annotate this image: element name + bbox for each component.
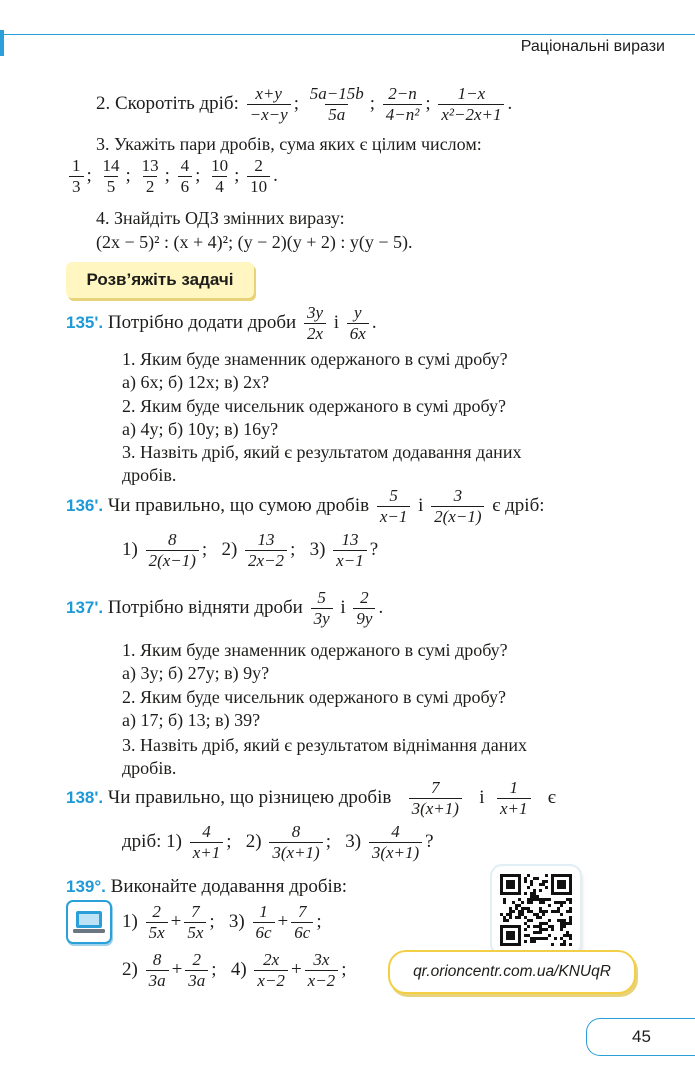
fraction — [291, 902, 313, 943]
numerator: 2x — [263, 950, 280, 969]
question-3-cont: дробів. — [122, 758, 177, 778]
option-label: 3) — [345, 830, 362, 852]
fraction — [146, 530, 199, 571]
exercise-4-expression: (2x − 5)² : (x + 4)²; (y − 2)(y + 2) : y(y − 5). — [96, 232, 413, 252]
question-2: 2. Яким буде чисельник одержаного в сумі дробу? — [122, 687, 506, 707]
denominator: x²−2x+1 — [438, 104, 504, 125]
running-header: Раціональні вирази — [520, 38, 665, 55]
denominator: 5x — [184, 922, 206, 943]
problem-intro: Виконайте додавання дробів: — [110, 876, 348, 897]
numerator: 1−x — [457, 84, 486, 103]
numerator: 4 — [180, 156, 190, 175]
qr-code-graphic — [492, 866, 580, 954]
numerator: 1 — [259, 902, 268, 921]
denominator: 6c — [291, 922, 313, 943]
problem-number: 135'. — [66, 312, 104, 332]
option-label: 3) — [228, 910, 245, 932]
numerator: 2 — [254, 156, 263, 175]
problem-138 — [66, 778, 556, 819]
numerator: 7 — [431, 778, 440, 797]
section-banner: Розв’яжіть задачі — [66, 262, 254, 298]
problem-intro: Потрібно додати дроби — [107, 311, 297, 333]
denominator: 2(x−1) — [146, 550, 199, 571]
laptop-icon[interactable] — [66, 900, 112, 944]
question-2: 2. Яким буде чисельник одержаного в сумі дробу? — [122, 396, 506, 416]
denominator: x−1 — [377, 506, 411, 527]
answer-options-1: а) 6x; б) 12x; в) 2x? — [122, 372, 270, 392]
fraction — [184, 902, 206, 943]
fraction — [353, 588, 375, 629]
denominator: 4 — [212, 176, 227, 197]
denominator: x+1 — [190, 842, 224, 863]
problem-137: 137'. Потрібно відняти дроби $\frac{5}{3y}$ і $\frac{2}{9y}$ . — [66, 588, 384, 628]
qr-link[interactable]: qr.orioncentr.com.ua/KNUqR — [388, 950, 636, 994]
page-number: 45 — [586, 1018, 695, 1056]
denominator: 6x — [347, 323, 369, 344]
denominator: 9y — [353, 608, 375, 629]
numerator: 13 — [341, 530, 359, 549]
denominator: 3 — [69, 176, 84, 197]
problem-tail: є — [547, 786, 556, 808]
question-1: 1. Яким буде знаменник одержаного в сумі дробу? — [122, 349, 508, 369]
fraction — [497, 778, 531, 819]
numerator: 7 — [298, 902, 307, 921]
denominator: 2 — [143, 176, 158, 197]
fraction — [305, 950, 339, 991]
denominator: x−2 — [305, 970, 339, 991]
answer-options-2: а) 4y; б) 10y; в) 16y? — [122, 419, 279, 439]
exercise-2: 2. Скоротіть дріб: $\frac{x+y}{-x-y}$ ; $\frac{5a-15b}{5a}$ ; $\frac{2-n}{\text{4−n²}}$ ; $\frac{1-x}{\text{x²−2x+1}}$ . — [96, 84, 513, 124]
fraction — [307, 84, 367, 125]
question-3: 3. Назвіть дріб, який є результатом додавання даних — [122, 442, 522, 462]
fraction — [69, 156, 84, 197]
fraction — [347, 303, 369, 344]
numerator: 2 — [152, 902, 161, 921]
numerator: 10 — [211, 156, 229, 175]
fraction — [333, 530, 367, 571]
fraction — [208, 156, 231, 197]
option-label: 2) — [245, 830, 262, 852]
numerator: 14 — [102, 156, 120, 175]
problem-number: 136'. — [66, 495, 104, 515]
denominator: 2x — [304, 323, 326, 344]
header-rule — [0, 34, 695, 35]
numerator: y — [354, 303, 362, 322]
denominator: x−1 — [333, 550, 367, 571]
denominator: x+1 — [497, 798, 531, 819]
denominator: 6c — [253, 922, 275, 943]
conjunction: і — [333, 311, 340, 333]
denominator: 4−n² — [383, 104, 423, 125]
fraction — [247, 84, 291, 125]
fraction — [100, 156, 123, 197]
problem-135: 135'. Потрібно додати дроби $\frac{3y}{2x}$ і $\frac{y}{6x}$ . — [66, 303, 377, 343]
fraction — [190, 822, 224, 863]
fraction — [438, 84, 504, 125]
exercise-4-text: 4. Знайдіть ОДЗ змінних виразу: — [96, 208, 345, 228]
denominator: 2(x−1) — [431, 506, 484, 527]
numerator: 2 — [192, 950, 202, 969]
fraction — [178, 156, 193, 197]
fraction — [245, 530, 287, 571]
fraction — [146, 950, 169, 991]
conjunction: і — [340, 596, 346, 618]
denominator: 3(x+1) — [369, 842, 422, 863]
fraction — [377, 486, 411, 527]
answer-options-2: а) 17; б) 13; в) 39? — [122, 710, 261, 730]
numerator: 2−n — [388, 84, 417, 103]
numerator: 4 — [202, 822, 211, 841]
denominator: 2x−2 — [245, 550, 287, 571]
problem-139-row-2: 2) $\frac{8}{3a}$ + $\frac{2}{3a}$ ; 4) $\frac{2x}{x-2}$ + $\frac{3x}{x-2}$ ; — [122, 950, 347, 990]
fraction — [431, 486, 484, 527]
problem-intro: Потрібно відняти дроби — [107, 596, 303, 618]
denominator: 3a — [185, 970, 208, 991]
denominator: 5 — [104, 176, 119, 197]
numerator: 1 — [72, 156, 81, 175]
exercise-3-fractions: $\frac{1}{3}$ ; $\frac{14}{5}$ ; $\frac{13}{2}$ ; $\frac{4}{6}$ ; $\frac{10}{4}$ ; $\frac{2}{10}$ . — [66, 156, 278, 197]
fraction — [185, 950, 208, 991]
numerator: 13 — [257, 530, 275, 549]
problem-136 — [66, 486, 545, 527]
denominator: 3a — [146, 970, 169, 991]
fraction — [139, 156, 162, 197]
denominator: −x−y — [247, 104, 291, 125]
fraction — [269, 822, 322, 863]
problem-136-options: 1) $\frac{8}{2(x-1)}$ ; 2) $\frac{13}{2x-2}$ ; 3) $\frac{13}{x-1}$ ? — [122, 530, 379, 570]
problem-138-options: дріб: 1) $\frac{4}{x+1}$ ; 2) $\frac{8}{3(x+1)}$ ; 3) $\frac{4}{3(x+1)}$ ? — [122, 822, 434, 862]
conjunction: і — [418, 494, 424, 516]
denominator: 5a — [325, 104, 348, 125]
numerator: 3 — [453, 486, 463, 505]
problem-number: 137'. — [66, 597, 104, 617]
option-label: 1) — [122, 538, 138, 560]
numerator: 3y — [306, 303, 324, 322]
laptop-icon-graphic — [68, 902, 110, 942]
numerator: 5 — [389, 486, 398, 505]
denominator: 3(x+1) — [269, 842, 322, 863]
option-label: 4) — [230, 958, 247, 980]
numerator: 2 — [360, 588, 369, 607]
fraction — [253, 902, 275, 943]
denominator: 6 — [178, 176, 193, 197]
fraction — [304, 303, 326, 344]
conjunction: і — [479, 786, 485, 808]
option-label: 2) — [221, 538, 238, 560]
problem-number: 139°. — [66, 877, 106, 896]
fraction — [247, 156, 270, 197]
question-1: 1. Яким буде знаменник одержаного в сумі дробу? — [122, 640, 508, 660]
problem-intro: Чи правильно, що сумою дробів — [107, 494, 370, 516]
problem-139-row-1: 1) $\frac{2}{5x}$ + $\frac{7}{5x}$ ; 3) $\frac{1}{6c}$ + $\frac{7}{6c}$ ; — [122, 902, 322, 942]
denominator: 3y — [311, 608, 333, 629]
numerator: 7 — [191, 902, 200, 921]
fraction — [369, 822, 422, 863]
exercise-2-label: 2. Скоротіть дріб: — [96, 92, 239, 114]
numerator: x+y — [255, 84, 282, 103]
denominator: 5x — [146, 922, 168, 943]
problem-number: 138'. — [66, 787, 104, 807]
option-label: 2) — [122, 958, 138, 980]
option-label: 1) — [122, 910, 138, 932]
numerator: 8 — [168, 530, 177, 549]
problem-tail: є дріб: — [492, 494, 545, 516]
numerator: 1 — [509, 778, 518, 797]
fraction — [383, 84, 423, 125]
fraction — [311, 588, 333, 629]
denominator: 10 — [247, 176, 270, 197]
problem-intro: Чи правильно, що різницею дробів — [107, 786, 392, 808]
exercise-3-text: 3. Укажіть пари дробів, сума яких є цілим числом: — [96, 134, 482, 154]
option-label: дріб: 1) — [122, 830, 182, 852]
numerator: 13 — [141, 156, 159, 175]
question-3-cont: дробів. — [122, 465, 177, 485]
fraction — [254, 950, 288, 991]
qr-code[interactable] — [492, 866, 580, 954]
answer-options-1: а) 3y; б) 27y; в) 9y? — [122, 663, 270, 683]
numerator: 5a−15b — [309, 84, 364, 103]
numerator: 5 — [317, 588, 326, 607]
fraction — [146, 902, 168, 943]
problem-139 — [66, 876, 347, 898]
denominator: x−2 — [254, 970, 288, 991]
numerator: 3x — [313, 950, 330, 969]
numerator: 4 — [391, 822, 400, 841]
numerator: 8 — [291, 822, 301, 841]
denominator: 3(x+1) — [409, 798, 462, 819]
fraction — [409, 778, 462, 819]
numerator: 8 — [152, 950, 162, 969]
option-label: 3) — [309, 538, 326, 560]
question-3: 3. Назвіть дріб, який є результатом віднімання даних — [122, 735, 527, 755]
